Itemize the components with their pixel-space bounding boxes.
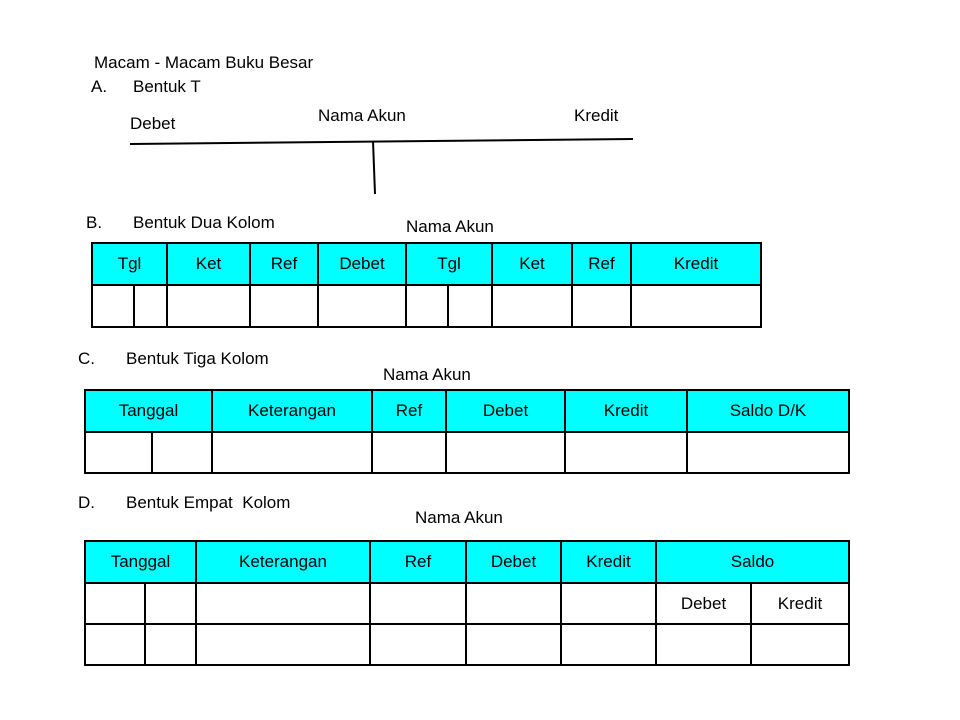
table-cell [751, 624, 849, 665]
header-cell: Debet [318, 243, 406, 285]
header-cell: Tanggal [85, 390, 212, 432]
header-cell: Ket [167, 243, 250, 285]
table-cell [406, 285, 448, 327]
section-c-letter: C. [78, 349, 95, 368]
saldo-credit-subheader: Kredit [751, 583, 849, 624]
header-cell: Tanggal [85, 541, 196, 583]
table-header-row [85, 541, 849, 583]
table-cell [318, 285, 406, 327]
table-cell [466, 583, 561, 624]
table-cell [196, 624, 370, 665]
section-b-letter: B. [86, 213, 103, 232]
table-cell [448, 285, 492, 327]
header-cell: Saldo D/K [687, 390, 849, 432]
table-cell [561, 624, 656, 665]
table-row [85, 432, 849, 473]
two-column-ledger-table [91, 242, 762, 328]
table-cell [372, 432, 446, 473]
table-cell [656, 624, 751, 665]
section-c-title: Bentuk Tiga Kolom [126, 349, 269, 368]
header-cell: Ref [370, 541, 466, 583]
t-account-vertical-line [373, 141, 375, 194]
table-cell [466, 624, 561, 665]
table-cell [370, 583, 466, 624]
table-cell [167, 285, 250, 327]
section-b-title: Bentuk Dua Kolom [133, 213, 275, 232]
header-cell: Debet [446, 390, 565, 432]
t-account-horizontal-line [130, 139, 633, 144]
page-title: Macam - Macam Buku Besar [94, 53, 314, 72]
header-cell: Kredit [631, 243, 761, 285]
table-cell [561, 583, 656, 624]
t-account-debit-label: Debet [130, 114, 176, 133]
section-a-letter: A. [91, 77, 108, 96]
header-cell: Keterangan [196, 541, 370, 583]
section-c-account-name: Nama Akun [383, 365, 471, 384]
header-cell: Ref [572, 243, 631, 285]
table-cell [572, 285, 631, 327]
section-d-title: Bentuk Empat Kolom [126, 493, 291, 512]
header-cell: Kredit [565, 390, 687, 432]
table-cell [85, 432, 152, 473]
header-cell: Tgl [406, 243, 492, 285]
header-cell: Ref [372, 390, 446, 432]
table-header-row [85, 390, 849, 432]
table-cell [134, 285, 167, 327]
table-row [85, 624, 849, 665]
table-cell [687, 432, 849, 473]
header-cell: Debet [466, 541, 561, 583]
header-cell: Kredit [561, 541, 656, 583]
t-account-credit-label: Kredit [574, 106, 619, 125]
table-cell [631, 285, 761, 327]
table-header-row [92, 243, 761, 285]
table-cell [250, 285, 318, 327]
section-a-title: Bentuk T [133, 77, 201, 96]
three-column-ledger-table [84, 389, 850, 474]
table-cell [196, 583, 370, 624]
t-account-name-label: Nama Akun [318, 106, 406, 125]
header-cell: Keterangan [212, 390, 372, 432]
table-cell [85, 583, 145, 624]
table-cell [446, 432, 565, 473]
table-cell [370, 624, 466, 665]
section-b-account-name: Nama Akun [406, 217, 494, 236]
section-d-letter: D. [78, 493, 95, 512]
table-row [92, 285, 761, 327]
table-cell [152, 432, 212, 473]
table-cell [85, 624, 145, 665]
header-cell: Saldo [656, 541, 849, 583]
header-cell: Tgl [92, 243, 167, 285]
table-row [85, 583, 849, 624]
header-cell: Ref [250, 243, 318, 285]
table-cell [145, 583, 196, 624]
saldo-debit-subheader: Debet [656, 583, 751, 624]
table-cell [212, 432, 372, 473]
table-cell [145, 624, 196, 665]
table-cell [492, 285, 572, 327]
section-d-account-name: Nama Akun [415, 508, 503, 527]
four-column-ledger-table [84, 540, 850, 666]
table-cell [565, 432, 687, 473]
table-cell [92, 285, 134, 327]
header-cell: Ket [492, 243, 572, 285]
